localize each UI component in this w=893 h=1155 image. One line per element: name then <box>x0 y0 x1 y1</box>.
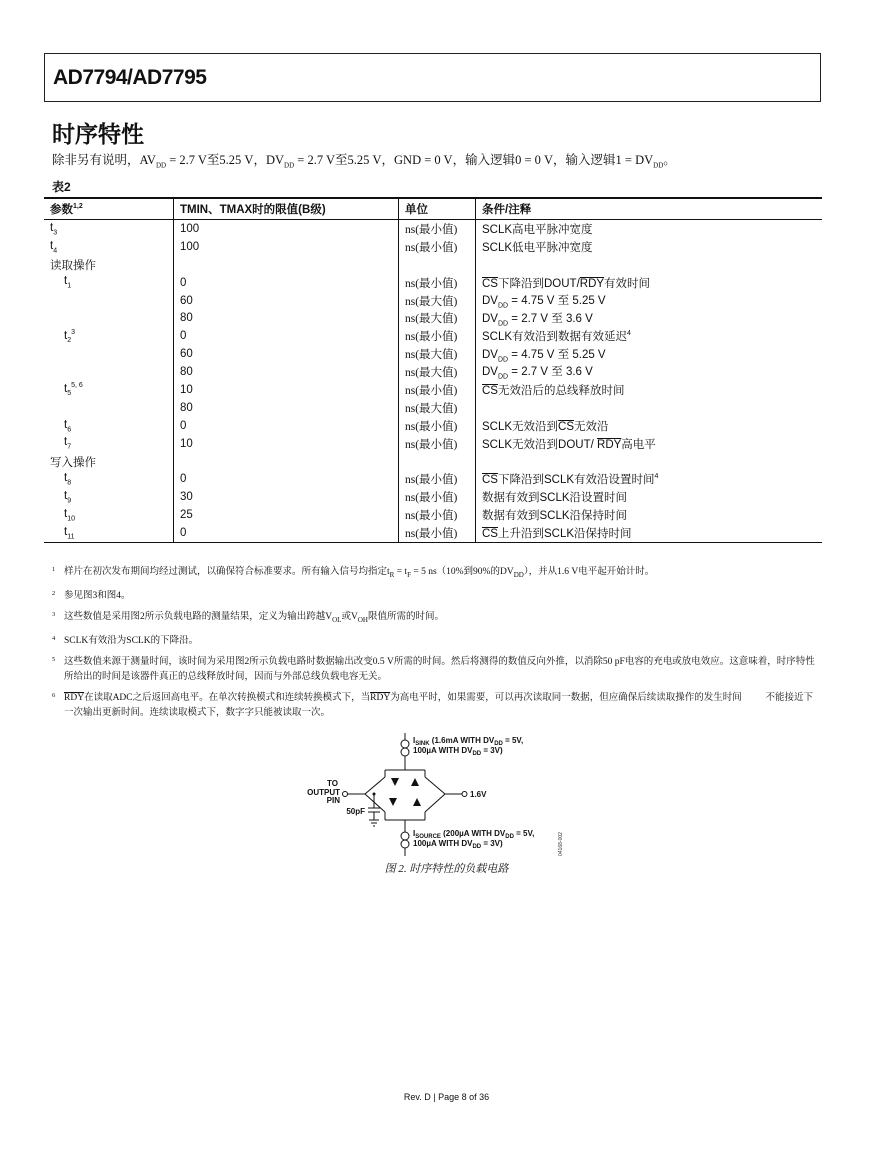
footnote-text: $\overline{RDY}$在读取ADC之后返回高电平。在单次转换模式和连续转换模式下，当$\overline{RDY}$为高电平时，如果需要，可以再次读取同一数据，但应确保后续读取操作的发生时间 不能接近下一次输出更新时间。连续读取模式下，数字字只能被读取一次。 <box>64 692 813 718</box>
limit-cell: 60 <box>174 345 399 363</box>
condition-cell: $\overline{CS}$下降沿到SCLK有效沿设置时间$^4$ <box>476 470 823 488</box>
condition-cell: SCLK有效沿到数据有效延迟$^4$ <box>476 327 823 345</box>
condition-cell: SCLK无效沿到$\overline{CS}$无效沿 <box>476 417 823 435</box>
param-cell: $t_3$ <box>50 221 58 237</box>
unit-cell: ns(最小值) <box>399 381 476 399</box>
limit-cell: 60 <box>174 292 399 310</box>
header-param: 参数$^{1,2}$ <box>44 198 174 220</box>
condition-cell <box>476 453 823 471</box>
table-row <box>44 470 822 488</box>
condition-cell: $DV_{DD} = 4.75$ V 至 5.25 V <box>476 345 823 363</box>
param-cell <box>44 309 174 327</box>
footnote <box>52 565 822 583</box>
table-body <box>44 220 822 543</box>
condition-cell: 数据有效到SCLK沿保持时间 <box>476 506 823 524</box>
footnote-number: 4 <box>52 634 56 642</box>
param-cell <box>44 399 174 417</box>
param-cell: 写入操作 <box>50 456 96 469</box>
condition-cell: $DV_{DD} = 4.75$ V 至 5.25 V <box>476 292 823 310</box>
unit-cell: ns(最小值) <box>399 327 476 345</box>
table-row <box>44 453 822 471</box>
table-header-row <box>44 198 822 220</box>
footnote <box>52 691 822 721</box>
cap-label: 50pF <box>346 807 365 816</box>
table-row <box>44 435 822 453</box>
header-unit: 单位 <box>399 198 476 220</box>
limit-cell: 0 <box>174 524 399 542</box>
footnote <box>52 589 822 604</box>
param-cell: $t_2^3$ <box>64 328 76 344</box>
footnote-text: 样片在初次发布期间均经过测试，以确保符合标准要求。所有输入信号均指定$t_R = t_F = 5$ ns（10%到90%的$DV_{DD}$），并从1.6 V电平起开始计时。 <box>64 567 655 579</box>
table-caption: 表2 <box>52 180 71 194</box>
unit-cell <box>399 453 476 471</box>
param-cell: $t_4$ <box>50 239 58 254</box>
unit-cell: ns(最小值) <box>399 488 476 506</box>
footnote-number: 5 <box>52 655 56 663</box>
table-row <box>44 524 822 542</box>
condition-cell: $DV_{DD} = 2.7$ V 至 3.6 V <box>476 363 823 381</box>
unit-cell: ns(最小值) <box>399 524 476 542</box>
condition-cell: $DV_{DD} = 2.7$ V 至 3.6 V <box>476 309 823 327</box>
footnote-text: 这些数值来源于测量时间，该时间为采用图2所示负载电路时数据输出改变0.5 V所需的时间。然后将测得的数值反向外推，以消除50 pF电容的充电或放电效应。这意味着，时序特性所给出的时间是该器件真正的总线释放时间，因而与外部总线负载电容无关。 <box>64 656 815 682</box>
limit-cell: 30 <box>174 488 399 506</box>
footnotes <box>52 565 822 727</box>
footnote-number: 3 <box>52 610 56 618</box>
footnote-text: SCLK有效沿为SCLK的下降沿。 <box>64 635 199 646</box>
limit-cell: 0 <box>174 470 399 488</box>
section-title: 时序特性 <box>52 121 144 147</box>
footnote-number: 2 <box>52 589 56 597</box>
limit-cell: 100 <box>174 238 399 256</box>
limit-cell <box>174 453 399 471</box>
footnote <box>52 655 822 685</box>
isource-label: $I_{SOURCE}$ (200µA WITH $DV_{DD} = 5V$, <box>413 829 535 840</box>
unit-cell: ns(最小值) <box>399 417 476 435</box>
param-cell: $t_9$ <box>64 490 72 505</box>
condition-cell: SCLK低电平脉冲宽度 <box>476 238 823 256</box>
limit-cell: 100 <box>174 220 399 238</box>
footnote <box>52 610 822 628</box>
footnote-text: 这些数值是采用图2所示负载电路的测量结果，定义为输出跨越$V_{OL}$或$V_{OH}$限值所需的时间。 <box>64 611 444 624</box>
table-row <box>44 256 822 274</box>
param-cell <box>44 345 174 363</box>
condition-cell: SCLK高电平脉冲宽度 <box>476 220 823 238</box>
condition-cell <box>476 256 823 274</box>
unit-cell: ns(最小值) <box>399 506 476 524</box>
table-row <box>44 488 822 506</box>
limit-cell: 80 <box>174 363 399 381</box>
unit-cell: ns(最小值) <box>399 435 476 453</box>
limit-cell: 80 <box>174 399 399 417</box>
unit-cell: ns(最小值) <box>399 470 476 488</box>
unit-cell: ns(最大值) <box>399 363 476 381</box>
unit-cell: ns(最小值) <box>399 238 476 256</box>
table-row <box>44 327 822 345</box>
table-row <box>44 381 822 399</box>
limit-cell: 10 <box>174 435 399 453</box>
table-row <box>44 309 822 327</box>
param-cell: $t_7$ <box>64 436 72 451</box>
condition-cell: $\overline{CS}$下降沿到DOUT/$\overline{RDY}$有效时间 <box>476 274 823 292</box>
to-label: TO <box>327 779 338 788</box>
voltage-label: 1.6V <box>470 790 487 799</box>
output-label: OUTPUT <box>307 788 340 797</box>
unit-cell: ns(最小值) <box>399 274 476 292</box>
unit-cell: ns(最大值) <box>399 399 476 417</box>
timing-table <box>44 197 822 543</box>
table-row <box>44 363 822 381</box>
isink-label: $I_{SINK}$ (1.6mA WITH $DV_{DD} = 5V$, <box>413 736 524 747</box>
unit-cell: ns(最大值) <box>399 309 476 327</box>
limit-cell: 10 <box>174 381 399 399</box>
table-row <box>44 292 822 310</box>
table-row <box>44 417 822 435</box>
table-row <box>44 238 822 256</box>
figure-code: 04168-002 <box>558 832 564 856</box>
limit-cell: 0 <box>174 417 399 435</box>
limit-cell: 0 <box>174 327 399 345</box>
limit-cell: 0 <box>174 274 399 292</box>
limit-cell: 80 <box>174 309 399 327</box>
unit-cell: ns(最大值) <box>399 292 476 310</box>
param-cell: $t_8$ <box>64 472 72 487</box>
table-row <box>44 274 822 292</box>
unit-cell: ns(最大值) <box>399 345 476 363</box>
condition-cell: $\overline{CS}$上升沿到SCLK沿保持时间 <box>476 524 823 542</box>
condition-cell <box>476 399 823 417</box>
param-cell: $t_{10}$ <box>64 508 75 523</box>
condition-cell: 数据有效到SCLK沿设置时间 <box>476 488 823 506</box>
limit-cell <box>174 256 399 274</box>
unit-cell: ns(最小值) <box>399 220 476 238</box>
param-cell: 读取操作 <box>50 259 96 272</box>
param-cell: $t_5^{5, 6}$ <box>64 382 83 398</box>
isink-label-2: 100µA WITH $DV_{DD} = 3V$) <box>413 746 503 757</box>
condition-cell: $\overline{CS}$无效沿后的总线释放时间 <box>476 381 823 399</box>
param-cell: $t_6$ <box>64 418 72 433</box>
isource-label-2: 100µA WITH $DV_{DD} = 3V$) <box>413 839 503 850</box>
table-row <box>44 345 822 363</box>
param-cell <box>44 363 174 381</box>
header-condition: 条件/注释 <box>476 198 823 220</box>
figure-caption: 图 2. 时序特性的负载电路 <box>384 863 509 875</box>
table-row <box>44 506 822 524</box>
param-cell <box>44 292 174 310</box>
footnote-number: 6 <box>52 691 56 699</box>
header-limit: TMIN、TMAX时的限值(B级) <box>174 198 399 220</box>
load-circuit-diagram <box>290 728 580 878</box>
page-footer: Rev. D | Page 8 of 36 <box>403 1092 490 1102</box>
condition-cell: SCLK无效沿到DOUT/ $\overline{RDY}$高电平 <box>476 435 823 453</box>
param-cell: $t_1$ <box>64 275 72 290</box>
table-row <box>44 220 822 238</box>
limit-cell: 25 <box>174 506 399 524</box>
footnote-number: 1 <box>52 566 56 573</box>
pin-label: PIN <box>326 796 340 805</box>
unit-cell <box>399 256 476 274</box>
footnote <box>52 634 822 649</box>
header-box <box>44 53 821 102</box>
footnote-text: 参见图3和图4。 <box>64 590 131 601</box>
document-title: AD7794/AD7795 <box>53 66 207 89</box>
table-row <box>44 399 822 417</box>
param-cell: $t_{11}$ <box>44 524 174 542</box>
intro-text: 除非另有说明，$AV_{DD} = 2.7$ V至5.25 V，$DV_{DD} = 2.7$ V至5.25 V，GND = 0 V，输入逻辑0 = 0 V，输入逻辑$1 = DV_{DD}$。 <box>52 153 676 170</box>
